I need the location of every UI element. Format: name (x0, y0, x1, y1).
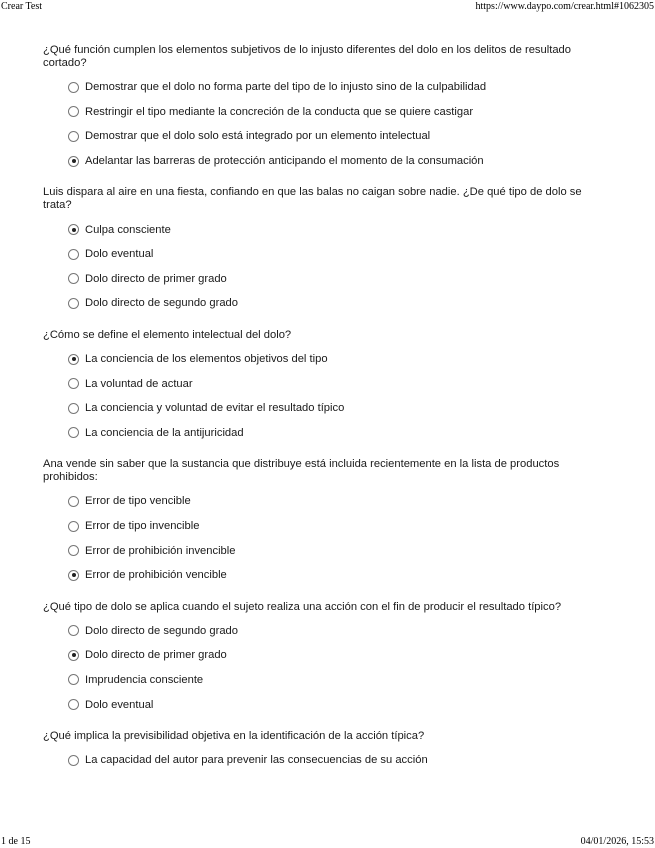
question-2 (43, 186, 613, 315)
answer-option[interactable] (68, 75, 613, 100)
answer-option-label: La conciencia y voluntad de evitar el resultado típico (85, 402, 345, 415)
radio-unchecked-icon[interactable] (68, 427, 79, 438)
answer-option-label: Dolo directo de segundo grado (85, 624, 239, 637)
question-1 (43, 44, 613, 173)
answer-option[interactable] (68, 421, 613, 446)
answer-option-label: Error de tipo vencible (85, 495, 191, 508)
answer-options (43, 619, 613, 717)
radio-unchecked-icon[interactable] (68, 625, 79, 636)
answer-option[interactable] (68, 149, 613, 174)
radio-unchecked-icon[interactable] (68, 699, 79, 710)
radio-unchecked-icon[interactable] (68, 496, 79, 507)
answer-option[interactable] (68, 396, 613, 421)
answer-options (43, 75, 613, 173)
answer-option[interactable] (68, 217, 613, 242)
question-text: ¿Qué implica la previsibilidad objetiva en la identificación de la acción típica? (43, 729, 425, 742)
answer-option-label: La conciencia de los elementos objetivos del tipo (85, 353, 328, 366)
answer-option-label: Culpa consciente (85, 223, 171, 236)
radio-unchecked-icon[interactable] (68, 82, 79, 93)
print-header-title: Crear Test (1, 1, 43, 12)
radio-unchecked-icon[interactable] (68, 298, 79, 309)
answer-option[interactable] (68, 748, 613, 773)
radio-unchecked-icon[interactable] (68, 131, 79, 142)
radio-unchecked-icon[interactable] (68, 106, 79, 117)
answer-option-label: Restringir el tipo mediante la concreción de la conducta que se quiere castigar (85, 105, 474, 118)
answer-option-label: Dolo directo de primer grado (85, 649, 227, 662)
answer-option-label: Error de tipo invencible (85, 520, 200, 533)
question-6 (43, 730, 613, 773)
answer-option-label: Demostrar que el dolo no forma parte del tipo de lo injusto sino de la culpabilidad (85, 81, 487, 94)
answer-option-label: La conciencia de la antijuricidad (85, 426, 244, 439)
answer-option-label: La voluntad de actuar (85, 377, 193, 390)
answer-option[interactable] (68, 643, 613, 668)
answer-option-label: Dolo directo de segundo grado (85, 297, 239, 310)
answer-option[interactable] (68, 347, 613, 372)
answer-option-label: Adelantar las barreras de protección anticipando el momento de la consumación (85, 155, 484, 168)
answer-option-label: Dolo eventual (85, 698, 154, 711)
answer-option[interactable] (68, 242, 613, 267)
radio-unchecked-icon[interactable] (68, 674, 79, 685)
answer-option[interactable] (68, 100, 613, 125)
answer-option-label: Demostrar que el dolo solo está integrado por un elemento intelectual (85, 130, 431, 143)
answer-option-label: Error de prohibición invencible (85, 544, 236, 557)
question-text: ¿Cómo se define el elemento intelectual del dolo? (43, 328, 292, 341)
radio-checked-icon[interactable] (68, 650, 79, 661)
radio-checked-icon[interactable] (68, 156, 79, 167)
question-text: ¿Qué tipo de dolo se aplica cuando el sujeto realiza una acción con el fin de producir el resultado típico? (43, 600, 562, 613)
radio-unchecked-icon[interactable] (68, 403, 79, 414)
answer-option-label: Dolo directo de primer grado (85, 272, 227, 285)
radio-checked-icon[interactable] (68, 570, 79, 581)
print-footer-datetime: 04/01/2026, 15:53 (580, 836, 654, 847)
answer-option[interactable] (68, 267, 613, 292)
print-footer-page: 1 de 15 (1, 836, 31, 847)
question-text: Luis dispara al aire en una fiesta, confiando en que las balas no caigan sobre nadie. ¿De qué tipo de dolo se trata? (43, 186, 582, 212)
answer-option-label: La capacidad del autor para prevenir las consecuencias de su acción (85, 754, 428, 767)
question-text: ¿Qué función cumplen los elementos subjetivos de lo injusto diferentes del dolo en los delitos de resultado cortado? (43, 44, 571, 69)
answer-option[interactable] (68, 124, 613, 149)
radio-unchecked-icon[interactable] (68, 249, 79, 260)
answer-option[interactable] (68, 489, 613, 514)
radio-unchecked-icon[interactable] (68, 273, 79, 284)
question-3 (43, 329, 613, 445)
radio-unchecked-icon[interactable] (68, 755, 79, 766)
print-header-url: https://www.daypo.com/crear.html#1062305 (475, 1, 654, 12)
answer-options (43, 217, 613, 315)
answer-option[interactable] (68, 514, 613, 539)
answer-options (43, 489, 613, 587)
radio-unchecked-icon[interactable] (68, 521, 79, 532)
answer-option[interactable] (68, 371, 613, 396)
answer-option[interactable] (68, 291, 613, 316)
answer-option-label: Dolo eventual (85, 248, 154, 261)
radio-unchecked-icon[interactable] (68, 378, 79, 389)
answer-option[interactable] (68, 692, 613, 717)
radio-checked-icon[interactable] (68, 224, 79, 235)
answer-option-label: Imprudencia consciente (85, 673, 204, 686)
answer-options (43, 748, 613, 773)
question-text: Ana vende sin saber que la sustancia que distribuye está incluida recientemente en la lista de productos prohibidos: (43, 458, 560, 484)
question-5 (43, 601, 613, 717)
answer-option[interactable] (68, 538, 613, 563)
question-4 (43, 458, 613, 587)
answer-options (43, 347, 613, 445)
answer-option[interactable] (68, 668, 613, 693)
answer-option[interactable] (68, 563, 613, 588)
radio-unchecked-icon[interactable] (68, 545, 79, 556)
answer-option[interactable] (68, 619, 613, 644)
radio-checked-icon[interactable] (68, 354, 79, 365)
quiz-questions (43, 44, 613, 785)
answer-option-label: Error de prohibición vencible (85, 569, 227, 582)
